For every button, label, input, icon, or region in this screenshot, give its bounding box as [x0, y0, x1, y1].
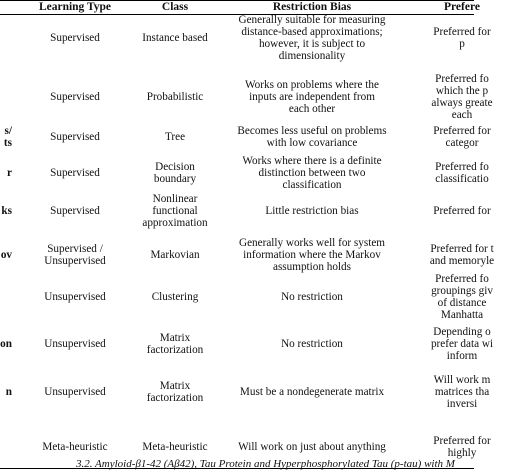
cell-line: Meta-heuristic: [142, 440, 208, 453]
cell-restriction-bias: [228, 237, 396, 274]
cell-line: Will work m: [433, 373, 491, 386]
cell-learning-type: [30, 32, 120, 44]
cell-model: [0, 167, 12, 179]
cell-class: [124, 161, 226, 185]
cell-line: however, it is subject to: [258, 38, 366, 50]
cell-line: prefer data wi: [430, 337, 494, 350]
cell-learning-type: [30, 91, 120, 103]
cell-preference-bias: [398, 161, 526, 185]
cell-class: [124, 193, 226, 230]
cell-line: Tree: [164, 130, 186, 143]
cell-line: Matrix: [159, 331, 191, 344]
cell-line: inputs are independent from: [249, 90, 375, 103]
cell-line: Preferred for: [433, 25, 491, 38]
cell-line: Depending o: [433, 325, 491, 338]
cell-line: Preferred for: [433, 434, 491, 447]
cell-preference-bias: [398, 435, 526, 459]
cell-line: No restriction: [281, 337, 343, 350]
cell-line: groupings giv: [431, 284, 493, 297]
cell-model: [0, 205, 12, 217]
header-preference-bias: Prefere: [444, 1, 480, 13]
cell-learning-type: [30, 441, 120, 453]
cell-preference-bias: [398, 273, 526, 322]
cell-line: Supervised: [50, 130, 100, 143]
cell-class: [124, 131, 226, 143]
cell-restriction-bias: [228, 441, 396, 453]
cell-line: Decision: [155, 160, 195, 173]
cell-line: Must be a nondegenerate matrix: [239, 385, 385, 398]
cell-line: Becomes less useful on problems: [237, 124, 387, 137]
cell-line: which the p: [435, 84, 489, 97]
header-restriction-bias: Restriction Bias: [272, 1, 352, 13]
cell-line: boundary: [153, 173, 197, 185]
cell-line: No restriction: [281, 290, 343, 303]
section-heading: 3.2. Amyloid-β1-42 (Aβ42), Tau Protein and Hyperphosphorylated Tau (p-tau) with M: [76, 458, 455, 470]
cell-line: on: [0, 337, 12, 350]
cell-line: n: [5, 385, 12, 398]
cell-line: factorization: [146, 344, 204, 356]
cell-line: matrices tha: [434, 385, 490, 398]
cell-line: Unsupervised: [44, 337, 106, 350]
cell-line: of distance: [437, 297, 487, 309]
cell-line: each: [451, 109, 473, 122]
cell-class: [124, 32, 226, 44]
cell-learning-type: [30, 386, 120, 398]
cell-line: Nonlinear: [152, 192, 198, 205]
cell-line: s/: [4, 124, 12, 137]
cell-learning-type: [30, 291, 120, 303]
cell-class: [124, 332, 226, 356]
cell-line: ks: [1, 204, 12, 217]
cell-model: [0, 338, 12, 350]
cell-line: with low covariance: [266, 137, 358, 149]
cell-line: Preferred for t: [430, 242, 494, 255]
header-learning-type: Learning Type: [38, 1, 112, 13]
cell-line: Matrix: [159, 379, 191, 392]
cell-preference-bias: [398, 205, 526, 217]
cell-model: [0, 125, 12, 149]
cell-line: and memoryle: [429, 255, 495, 267]
cell-line: Supervised: [50, 31, 100, 44]
header-class: Class: [161, 1, 189, 13]
cell-line: Works where there is a definite: [242, 154, 382, 167]
cell-preference-bias: [398, 125, 526, 149]
cell-line: distance-based approximations;: [241, 25, 383, 38]
cell-line: Markovian: [150, 248, 200, 261]
cell-line: Preferred fo: [435, 272, 489, 285]
cell-line: categor: [445, 137, 479, 149]
cell-line: Unsupervised: [44, 255, 106, 267]
cell-line: dimensionality: [278, 50, 346, 63]
cell-line: always greate: [431, 97, 493, 109]
cell-line: highly: [447, 447, 477, 459]
cell-line: Preferred fo: [435, 160, 489, 173]
cell-line: factorization: [146, 392, 204, 404]
cell-line: Unsupervised: [44, 385, 106, 398]
cell-line: Instance based: [142, 31, 208, 44]
cell-learning-type: [30, 167, 120, 179]
cell-line: approximation: [142, 217, 208, 230]
cell-line: Works on problems where the: [245, 78, 379, 91]
cell-preference-bias: [398, 374, 526, 411]
cell-line: functional: [152, 204, 198, 217]
cell-restriction-bias: [228, 291, 396, 303]
cell-line: Supervised: [50, 204, 100, 217]
cell-line: ts: [3, 137, 12, 149]
cell-restriction-bias: [228, 205, 396, 217]
cell-preference-bias: [398, 326, 526, 363]
cell-line: Supervised /: [47, 242, 103, 255]
cell-line: Manhatta: [440, 309, 484, 322]
cell-restriction-bias: [228, 14, 396, 63]
cell-class: [124, 91, 226, 103]
cell-model: [0, 249, 12, 261]
cell-preference-bias: [398, 26, 526, 50]
cell-learning-type: [30, 205, 120, 217]
cell-restriction-bias: [228, 155, 396, 192]
cell-line: Generally suitable for measuring: [238, 13, 386, 26]
cell-preference-bias: [398, 243, 526, 267]
cell-class: [124, 291, 226, 303]
cell-learning-type: [30, 131, 120, 143]
cell-line: classificatio: [435, 173, 489, 185]
cell-line: Preferred for: [433, 124, 491, 137]
cell-line: Preferred for: [433, 204, 491, 217]
cell-line: each other: [288, 103, 336, 116]
cell-line: ov: [0, 248, 12, 261]
cell-model: [0, 386, 12, 398]
cell-class: [124, 441, 226, 453]
cell-line: Clustering: [151, 290, 199, 303]
cell-line: Meta-heuristic: [42, 440, 108, 453]
cell-line: distinction between two: [258, 166, 366, 179]
cell-line: Generally works well for system: [238, 236, 386, 249]
cell-line: Will work on just about anything: [238, 440, 386, 453]
cell-line: Probabilistic: [146, 90, 204, 103]
cell-line: information where the Markov: [243, 248, 381, 261]
cell-line: Little restriction bias: [265, 204, 359, 217]
cell-preference-bias: [398, 73, 526, 122]
cell-line: Unsupervised: [44, 290, 106, 303]
cell-class: [124, 249, 226, 261]
cell-line: Supervised: [50, 166, 100, 179]
cell-line: inversi: [446, 398, 478, 411]
cell-line: assumption holds: [272, 261, 351, 274]
cell-class: [124, 380, 226, 404]
cell-line: r: [7, 166, 12, 179]
cell-restriction-bias: [228, 79, 396, 116]
cell-restriction-bias: [228, 125, 396, 149]
cell-line: classification: [282, 179, 342, 192]
cell-line: Supervised: [50, 90, 100, 103]
cell-line: p: [459, 38, 465, 50]
cell-line: Preferred fo: [435, 72, 489, 85]
cell-learning-type: [30, 243, 120, 267]
cell-restriction-bias: [228, 386, 396, 398]
cell-line: inform: [446, 350, 478, 363]
cell-restriction-bias: [228, 338, 396, 350]
cell-learning-type: [30, 338, 120, 350]
